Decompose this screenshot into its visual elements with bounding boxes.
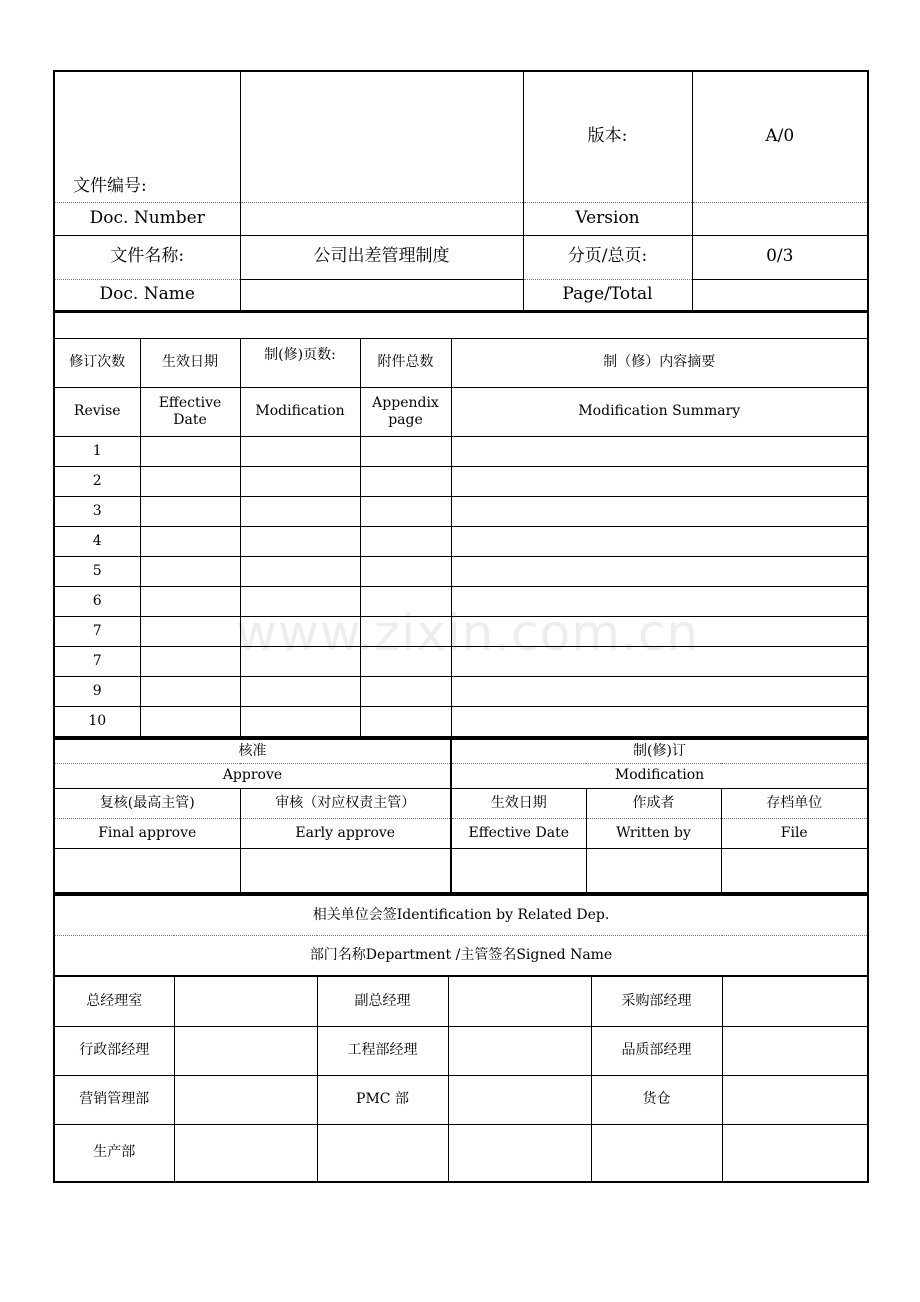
doc-number-en-value (240, 202, 523, 235)
version-en-value (692, 202, 868, 235)
revise-header-en: Revise (54, 388, 140, 437)
final-approve-label-cn: 复核(最高主管) (54, 789, 240, 819)
dept-label: 行政部经理 (54, 1027, 174, 1076)
dept-label: 采购部经理 (591, 976, 722, 1027)
revision-row-number: 4 (54, 527, 140, 557)
revision-row-number: 5 (54, 557, 140, 587)
signature-cell (174, 1027, 317, 1076)
version-en-label: Version (523, 202, 692, 235)
version-value: A/0 (692, 71, 868, 202)
dept-label (317, 1125, 448, 1182)
document-form (53, 70, 867, 1183)
early-approve-signature (240, 849, 451, 893)
dept-label (591, 1125, 722, 1182)
doc-number-label: 文件编号: (54, 71, 240, 202)
signature-cell (174, 976, 317, 1027)
doc-name-en-label: Doc. Name (54, 279, 240, 311)
dept-label: 总经理室 (54, 976, 174, 1027)
revision-table (53, 312, 869, 738)
effective-date-label-cn: 生效日期 (451, 789, 586, 819)
effective-date-header-en: Effective Date (140, 388, 240, 437)
dept-label: 货仓 (591, 1076, 722, 1125)
effective-date-label-en: Effective Date (451, 819, 586, 849)
signature-cell (448, 1027, 591, 1076)
doc-number-en-label: Doc. Number (54, 202, 240, 235)
revision-row-number: 6 (54, 587, 140, 617)
file-label-en: File (721, 819, 868, 849)
effective-date-header-cn: 生效日期 (140, 339, 240, 388)
countersign-table (53, 894, 869, 1183)
appendix-header-en: Appendix page (360, 388, 451, 437)
revision-row-number: 3 (54, 497, 140, 527)
modification-header-en: Modification (240, 388, 360, 437)
signature-cell (448, 1076, 591, 1125)
signature-cell (448, 976, 591, 1027)
page-total-en-value (692, 279, 868, 311)
dept-label: 副总经理 (317, 976, 448, 1027)
approve-header-en: Approve (54, 764, 451, 789)
page-total-value: 0/3 (692, 235, 868, 279)
signature-cell (448, 1125, 591, 1182)
doc-number-value (240, 71, 523, 202)
signature-cell (174, 1076, 317, 1125)
dept-label: 工程部经理 (317, 1027, 448, 1076)
revision-row-number: 1 (54, 437, 140, 467)
revise-header-cn: 修订次数 (54, 339, 140, 388)
final-approve-label-en: Final approve (54, 819, 240, 849)
early-approve-label-en: Early approve (240, 819, 451, 849)
approval-table (53, 738, 869, 894)
dept-label: 品质部经理 (591, 1027, 722, 1076)
written-by-value (586, 849, 721, 893)
header-table (53, 70, 869, 312)
early-approve-label-cn: 审核（对应权责主管） (240, 789, 451, 819)
signature-cell (174, 1125, 317, 1182)
version-label: 版本: (523, 71, 692, 202)
page-total-label: 分页/总页: (523, 235, 692, 279)
approve-header-cn: 核准 (54, 739, 451, 764)
dept-label: 生产部 (54, 1125, 174, 1182)
countersign-subtitle: 部门名称Department /主管签名Signed Name (54, 936, 868, 976)
signature-cell (722, 1076, 868, 1125)
revision-row-number: 2 (54, 467, 140, 497)
page-total-en-label: Page/Total (523, 279, 692, 311)
blank-spacer-row (54, 313, 868, 339)
revision-row-number: 7 (54, 647, 140, 677)
final-approve-signature (54, 849, 240, 893)
dept-label: PMC 部 (317, 1076, 448, 1125)
revision-row-number: 9 (54, 677, 140, 707)
doc-name-en-value (240, 279, 523, 311)
signature-cell (722, 1027, 868, 1076)
modification-header-en: Modification (451, 764, 868, 789)
modification-header-cn: 制(修)订 (451, 739, 868, 764)
dept-label: 营销管理部 (54, 1076, 174, 1125)
summary-header-cn: 制（修）内容摘要 (451, 339, 868, 388)
file-label-cn: 存档单位 (721, 789, 868, 819)
doc-name-value: 公司出差管理制度 (240, 235, 523, 279)
countersign-title: 相关单位会签Identification by Related Dep. (54, 895, 868, 936)
doc-name-label: 文件名称: (54, 235, 240, 279)
revision-row-number: 10 (54, 707, 140, 737)
revision-row-number: 7 (54, 617, 140, 647)
written-by-label-en: Written by (586, 819, 721, 849)
signature-cell (722, 1125, 868, 1182)
written-by-label-cn: 作成者 (586, 789, 721, 819)
watermark: www.zixin.com.cn (236, 604, 700, 662)
summary-header-en: Modification Summary (451, 388, 868, 437)
appendix-header-cn: 附件总数 (360, 339, 451, 388)
file-value (721, 849, 868, 893)
modification-pages-header-cn: 制(修)页数: (240, 339, 360, 388)
signature-cell (722, 976, 868, 1027)
effective-date-value (451, 849, 586, 893)
